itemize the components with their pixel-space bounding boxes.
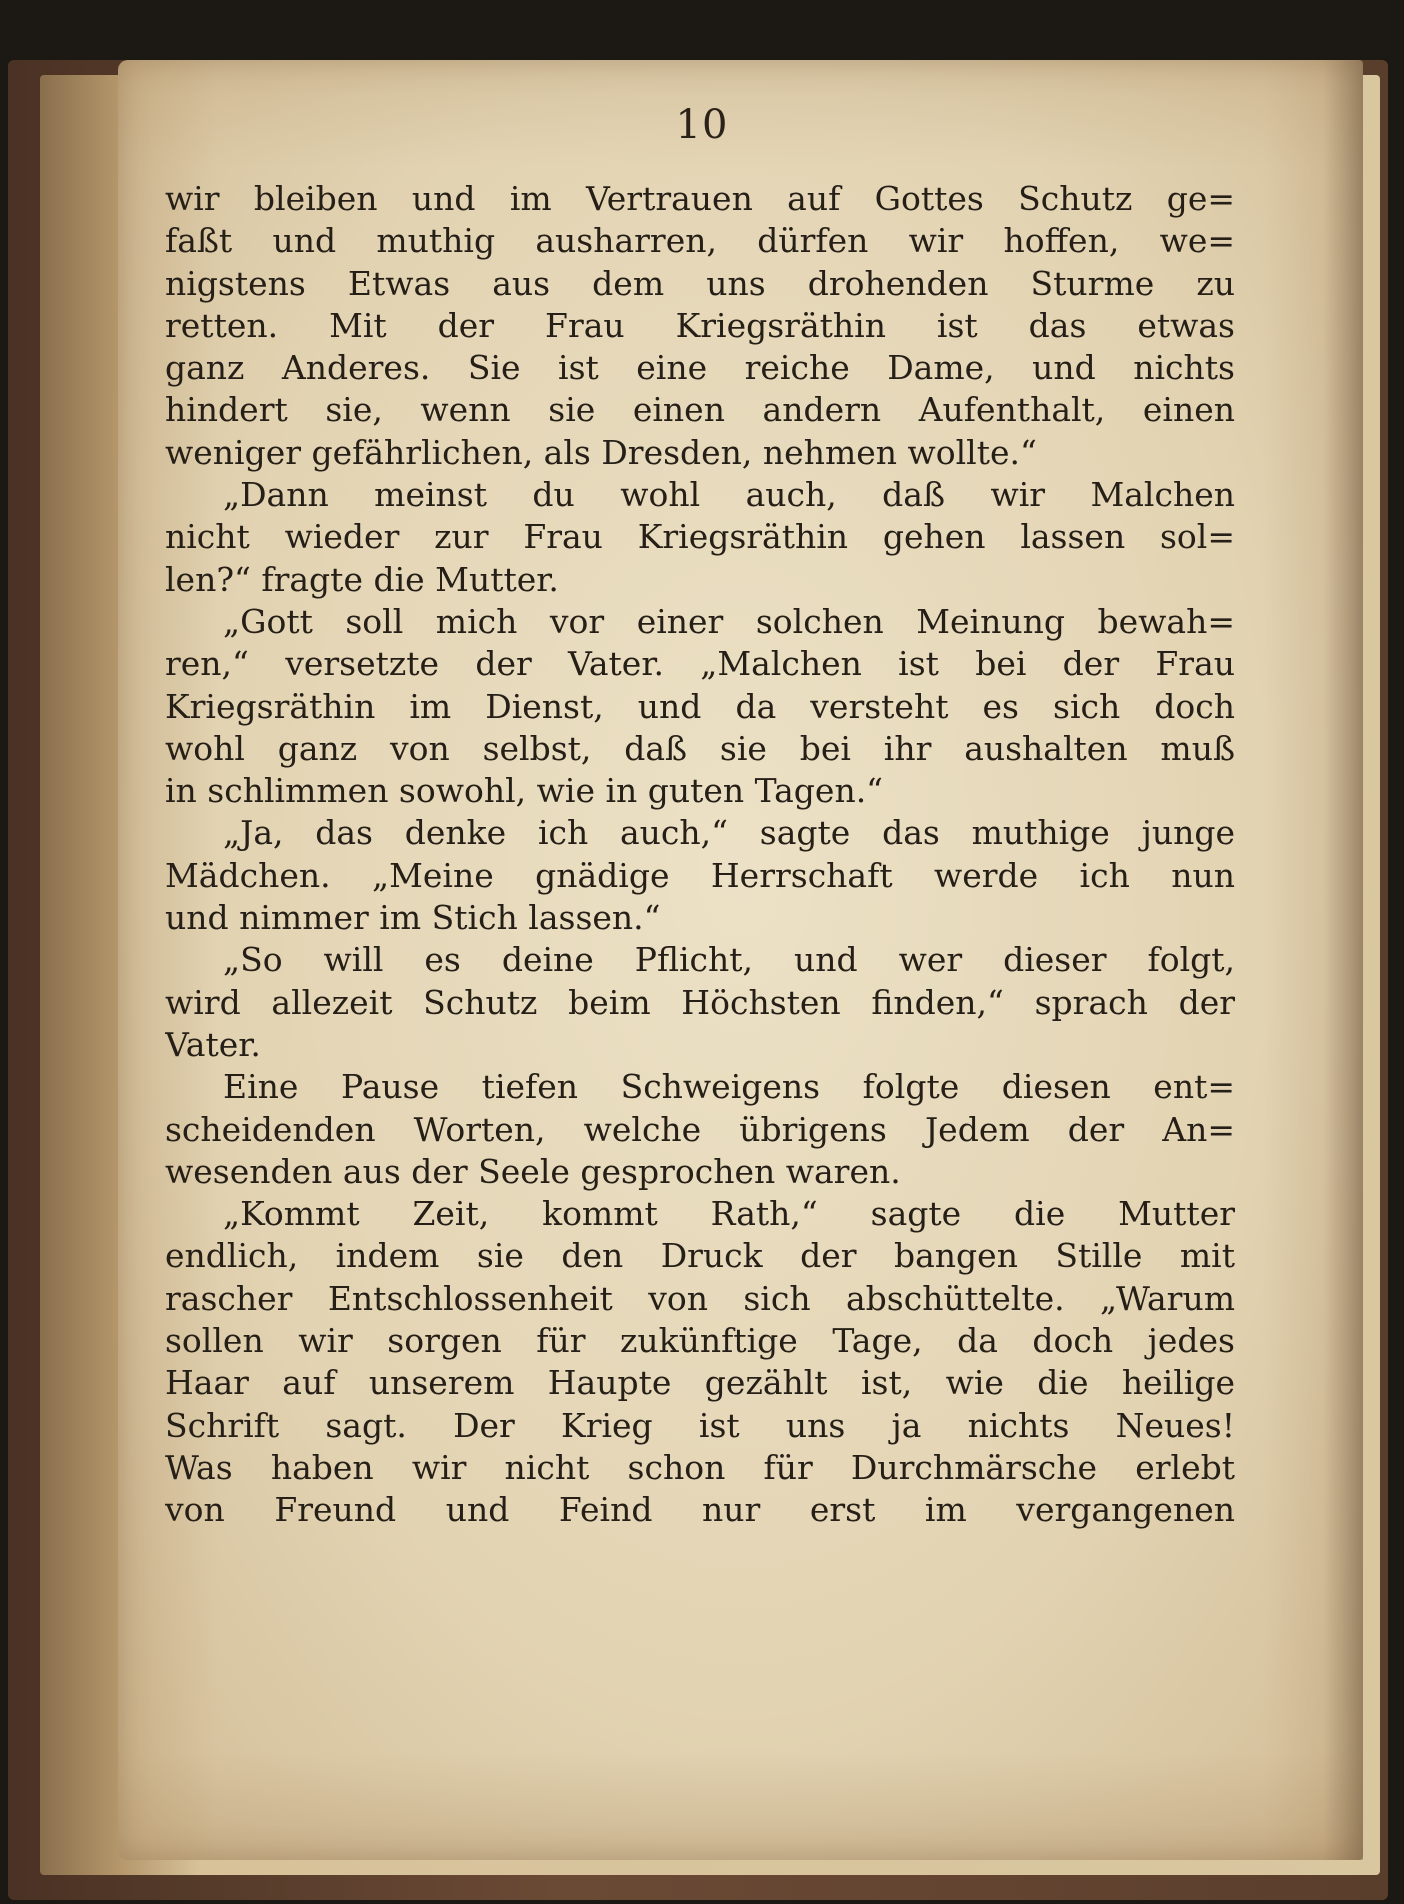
text-line: „So will es deine Pflicht, und wer dieser folgt, — [223, 940, 1235, 980]
text-line: wird allezeit Schutz beim Höchsten finden,“ sprach der — [165, 982, 1235, 1022]
page-number: 10 — [675, 102, 729, 148]
text-line: ren,“ versetzte der Vater. „Malchen ist bei der Frau — [165, 644, 1235, 684]
text-line: in schlimmen sowohl, wie in guten Tagen.“ — [165, 771, 884, 811]
text-line: „Ja, das denke ich auch,“ sagte das muthige junge — [223, 813, 1235, 853]
text-line: Schrift sagt. Der Krieg ist uns ja nichts Neues! — [165, 1405, 1235, 1445]
text-line: und nimmer im Stich lassen.“ — [165, 898, 661, 938]
text-line: Kriegsräthin im Dienst, und da versteht es sich doch — [165, 686, 1235, 726]
text-line: „Dann meinst du wohl auch, daß wir Malchen — [223, 475, 1235, 515]
text-line: nigstens Etwas aus dem uns drohenden Sturme zu — [165, 263, 1235, 303]
text-line: „Gott soll mich vor einer solchen Meinung bewah= — [223, 601, 1235, 641]
text-line: wir bleiben und im Vertrauen auf Gottes Schutz ge= — [165, 179, 1235, 218]
text-line: scheidenden Worten, welche übrigens Jedem der An= — [165, 1109, 1235, 1149]
text-line: wohl ganz von selbst, daß sie bei ihr aushalten muß — [165, 728, 1235, 768]
text-line: Vater. — [165, 1024, 261, 1064]
text-line: Eine Pause tiefen Schweigens folgte diesen ent= — [223, 1067, 1235, 1107]
text-line: len?“ fragte die Mutter. — [165, 559, 559, 599]
text-line: Haar auf unserem Haupte gezählt ist, wie die heilige — [165, 1363, 1235, 1403]
text-line: endlich, indem sie den Druck der bangen Stille mit — [165, 1236, 1235, 1276]
page-gutter-shadow — [1323, 60, 1363, 1860]
body-text — [165, 178, 1235, 1532]
text-line: sollen wir sorgen für zukünftige Tage, da doch jedes — [165, 1321, 1235, 1361]
text-line: von Freund und Feind nur erst im vergangenen — [165, 1490, 1235, 1530]
text-line: Mädchen. „Meine gnädige Herrschaft werde ich nun — [165, 855, 1235, 895]
text-line: retten. Mit der Frau Kriegsräthin ist das etwas — [165, 305, 1235, 345]
text-line: rascher Entschlossenheit von sich abschüttelte. „Warum — [165, 1278, 1235, 1318]
text-line: wesenden aus der Seele gesprochen waren. — [165, 1151, 901, 1191]
text-line: ganz Anderes. Sie ist eine reiche Dame, und nichts — [165, 348, 1235, 388]
text-line: nicht wieder zur Frau Kriegsräthin gehen lassen sol= — [165, 517, 1235, 557]
text-line: Was haben wir nicht schon für Durchmärsche erlebt — [165, 1447, 1235, 1487]
text-line: „Kommt Zeit, kommt Rath,“ sagte die Mutter — [223, 1194, 1235, 1234]
text-line: weniger gefährlichen, als Dresden, nehmen wollte.“ — [165, 432, 1037, 472]
text-line: faßt und muthig ausharren, dürfen wir hoffen, we= — [165, 221, 1235, 261]
text-line: hindert sie, wenn sie einen andern Aufenthalt, einen — [165, 390, 1235, 430]
